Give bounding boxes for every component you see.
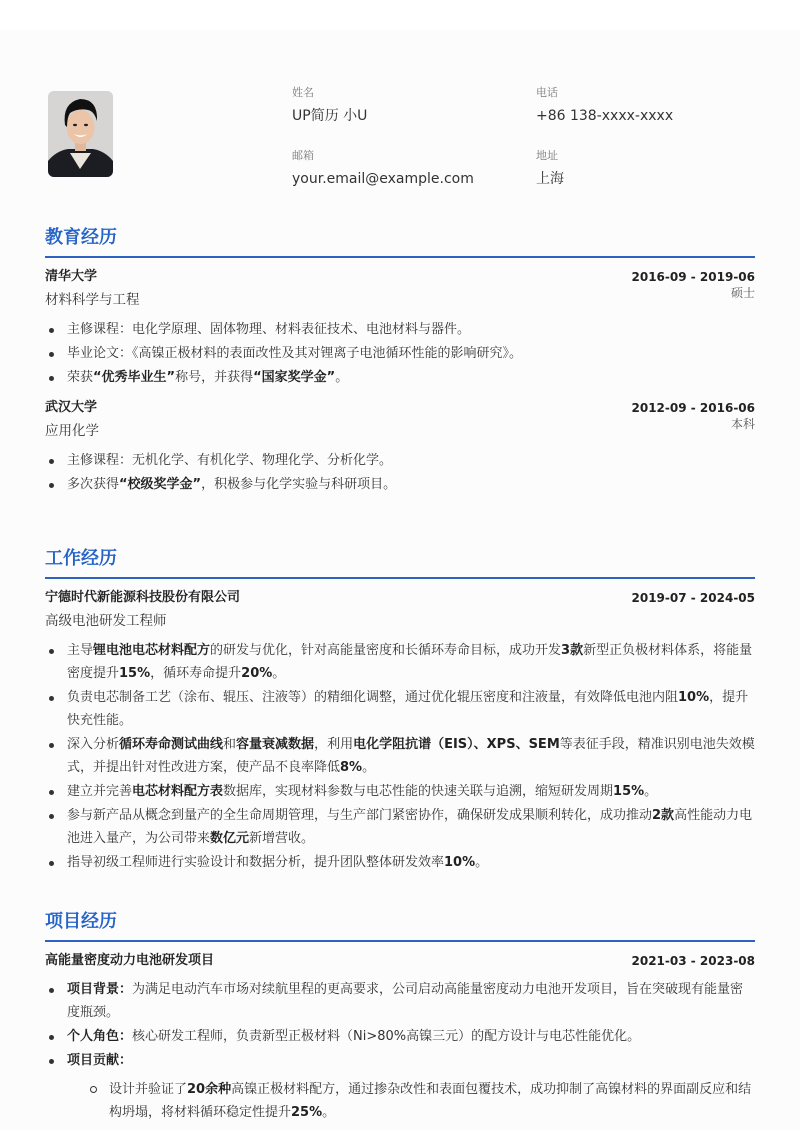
education-entry bbox=[45, 397, 755, 496]
email-value: your.email@example.com bbox=[292, 171, 474, 187]
major: 应用化学 bbox=[45, 423, 99, 439]
section-title: 工作经历 bbox=[45, 547, 755, 579]
avatar bbox=[48, 91, 113, 177]
bullet-list bbox=[45, 318, 755, 389]
bullet-item: 荣获“优秀毕业生”称号，并获得“国家奖学金”。 bbox=[45, 366, 755, 389]
name-field bbox=[292, 86, 367, 126]
bullet-item: 主修课程：电化学原理、固体物理、材料表征技术、电池材料与器件。 bbox=[45, 318, 755, 341]
address-value: 上海 bbox=[536, 171, 564, 187]
date-range: 2021-03 - 2023-08 bbox=[631, 954, 755, 968]
address-label: 地址 bbox=[536, 149, 558, 162]
bullet-item: 毕业论文：《高镍正极材料的表面改性及其对锂离子电池循环性能的影响研究》。 bbox=[45, 342, 755, 365]
name-value: UP简历 小U bbox=[292, 108, 368, 124]
bullet-text: 项目贡献： bbox=[67, 1053, 133, 1068]
email-label: 邮箱 bbox=[292, 149, 314, 162]
bullet-item: 主修课程：无机化学、有机化学、物理化学、分析化学。 bbox=[45, 449, 755, 472]
work-section bbox=[45, 547, 755, 875]
section-title: 项目经历 bbox=[45, 910, 755, 942]
phone-value: +86 138-xxxx-xxxx bbox=[536, 108, 674, 124]
projects-section bbox=[45, 910, 755, 1125]
bullet-item: 多次获得“校级奖学金”，积极参与化学实验与科研项目。 bbox=[45, 473, 755, 496]
bullet-item: 深入分析循环寿命测试曲线和容量衰减数据，利用电化学阻抗谱（EIS）、XPS、SEM等表征手段，精准识别电池失效模式，并提出针对性改进方案，使产品不良率降低8%。 bbox=[45, 733, 755, 779]
bullet-item: 指导初级工程师进行实验设计和数据分析，提升团队整体研发效率10%。 bbox=[45, 851, 755, 874]
bullet-list bbox=[45, 449, 755, 496]
email-field bbox=[292, 149, 474, 189]
person-photo-icon bbox=[48, 91, 113, 177]
bullet-item: 参与新产品从概念到量产的全生命周期管理，与生产部门紧密协作，确保研发成果顺利转化，成功推动2款高性能动力电池进入量产，为公司带来数亿元新增营收。 bbox=[45, 804, 755, 850]
major: 材料科学与工程 bbox=[45, 292, 140, 308]
degree: 本科 bbox=[730, 417, 755, 431]
project-entry bbox=[45, 950, 755, 1124]
project-name: 高能量密度动力电池研发项目 bbox=[45, 953, 215, 968]
name-label: 姓名 bbox=[292, 86, 314, 99]
degree: 硕士 bbox=[730, 286, 755, 300]
bullet-item: 主导锂电池电芯材料配方的研发与优化，针对高能量密度和长循环寿命目标，成功开发3款新型正负极材料体系，将能量密度提升15%，循环寿命提升20%。 bbox=[45, 639, 755, 685]
date-range: 2019-07 - 2024-05 bbox=[631, 591, 755, 605]
school-name: 武汉大学 bbox=[45, 400, 98, 415]
job-title: 高级电池研发工程师 bbox=[45, 613, 167, 629]
sub-bullet-list bbox=[87, 1078, 755, 1124]
bullet-item: 个人角色：核心研发工程师，负责新型正极材料（Ni>80%高镍三元）的配方设计与电芯性能优化。 bbox=[45, 1025, 755, 1048]
section-title: 教育经历 bbox=[45, 226, 755, 258]
date-range: 2012-09 - 2016-06 bbox=[631, 401, 755, 415]
page-top-band bbox=[0, 0, 800, 30]
school-name: 清华大学 bbox=[45, 269, 98, 284]
address-field bbox=[536, 149, 564, 189]
bullet-item bbox=[45, 1049, 755, 1124]
bullet-list bbox=[45, 978, 755, 1124]
phone-label: 电话 bbox=[536, 86, 558, 99]
sub-bullet-item: 设计并验证了20余种高镍正极材料配方，通过掺杂改性和表面包覆技术，成功抑制了高镍材料的界面副反应和结构坍塌，将材料循环稳定性提升25%。 bbox=[87, 1078, 755, 1124]
work-entry bbox=[45, 587, 755, 874]
date-range: 2016-09 - 2019-06 bbox=[631, 270, 755, 284]
bullet-item: 负责电芯制备工艺（涂布、辊压、注液等）的精细化调整，通过优化辊压密度和注液量，有效降低电池内阻10%，提升快充性能。 bbox=[45, 686, 755, 732]
phone-field bbox=[536, 86, 673, 126]
company-name: 宁德时代新能源科技股份有限公司 bbox=[45, 590, 241, 605]
education-section bbox=[45, 226, 755, 497]
bullet-item: 项目背景：为满足电动汽车市场对续航里程的更高要求，公司启动高能量密度动力电池开发项目，旨在突破现有能量密度瓶颈。 bbox=[45, 978, 755, 1024]
resume-header bbox=[45, 86, 755, 190]
bullet-item: 建立并完善电芯材料配方表数据库，实现材料参数与电芯性能的快速关联与追溯，缩短研发周期15%。 bbox=[45, 780, 755, 803]
bullet-list bbox=[45, 639, 755, 874]
education-entry bbox=[45, 266, 755, 389]
